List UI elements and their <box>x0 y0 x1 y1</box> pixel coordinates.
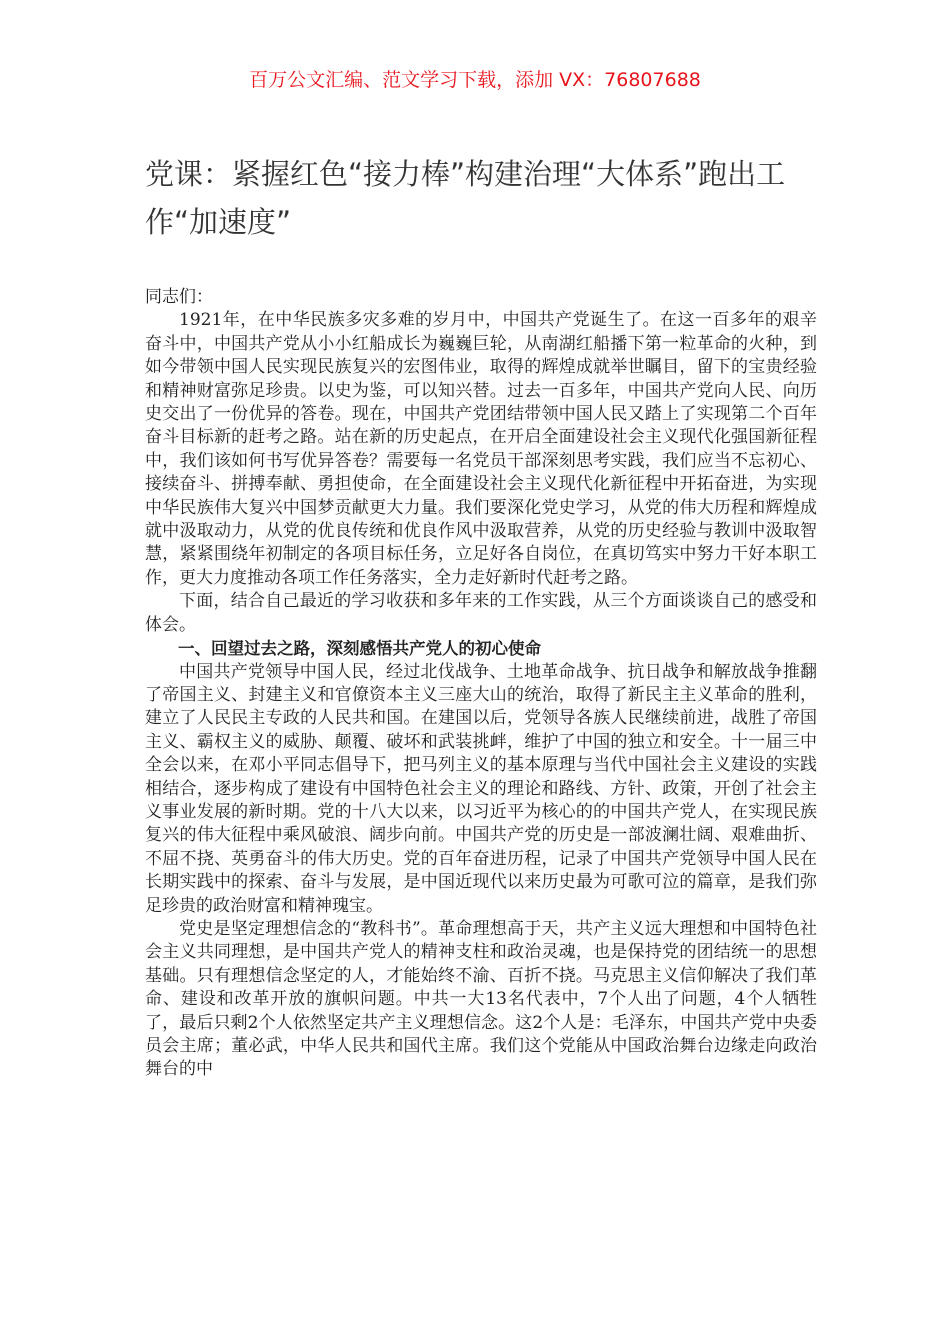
paragraph-intro: 1921年，在中华民族多灾多难的岁月中，中国共产党诞生了。在这一百多年的艰辛奋斗中，中国共产党从小小红船成长为巍巍巨轮，从南湖红船播下第一粒革命的火种，到如今带领中国人民实现民族复兴的宏图伟业，取得的辉煌成就举世瞩目，留下的宝贵经验和精神财富弥足珍贵。以史为鉴，可以知兴替。过去一百多年，中国共产党向人民、向历史交出了一份优异的答卷。现在，中国共产党团结带领中国人民又踏上了实现第二个百年奋斗目标新的赶考之路。站在新的历史起点，在开启全面建设社会主义现代化强国新征程中，我们该如何书写优异答卷？需要每一名党员干部深刻思考实践，我们应当不忘初心、接续奋斗、拼搏奉献、勇担使命，在全面建设社会主义现代化新征程中开拓奋进，为实现中华民族伟大复兴中国梦贡献更大力量。我们要深化党史学习，从党的伟大历程和辉煌成就中汲取动力，从党的优良传统和优良作风中汲取营养，从党的历史经验与教训中汲取智慧，紧紧围绕年初制定的各项目标任务，立足好各自岗位，在真切笃实中努力干好本职工作，更大力度推动各项工作任务落实，全力走好新时代赶考之路。 <box>145 310 817 588</box>
document-body <box>145 286 817 1082</box>
paragraph-section1-textbook: 党史是坚定理想信念的“教科书”。革命理想高于天，共产主义远大理想和中国特色社会主义共同理想，是中国共产党人的精神支柱和政治灵魂，也是保持党的团结统一的思想基础。只有理想信念坚定的人，才能始终不渝、百折不挠。马克思主义信仰解决了我们革命、建设和改革开放的旗帜问题。中共一大13名代表中，7个人出了问题，4个人牺牲了，最后只剩2个人依然坚定共产主义理想信念。这2个人是：毛泽东，中国共产党中央委员会主席；董必武，中华人民共和国代主席。我们这个党能从中国政治舞台边缘走向政治舞台的中 <box>145 918 817 1080</box>
paragraph-section1-history: 中国共产党领导中国人民，经过北伐战争、土地革命战争、抗日战争和解放战争推翻了帝国主义、封建主义和官僚资本主义三座大山的统治，取得了新民主主义革命的胜利，建立了人民民主专政的人民共和国。在建国以后，党领导各族人民继续前进，战胜了帝国主义、霸权主义的威胁、颠覆、破坏和武装挑衅，维护了中国的独立和安全。十一届三中全会以来，在邓小平同志倡导下，把马列主义的基本原理与当代中国社会主义建设的实践相结合，逐步构成了建设有中国特色社会主义的理论和路线、方针、政策，开创了社会主义事业发展的新时期。党的十八大以来，以习近平为核心的的中国共产党人，在实现民族复兴的伟大征程中乘风破浪、阔步向前。中国共产党的历史是一部波澜壮阔、艰难曲折、不屈不挠、英勇奋斗的伟大历史。党的百年奋进历程，记录了中国共产党领导中国人民在长期实践中的探索、奋斗与发展，是中国近现代以来历史最为可歌可泣的篇章，是我们弥足珍贵的政治财富和精神瑰宝。 <box>145 661 817 916</box>
section-heading-1: 一、回望过去之路，深刻感悟共产党人的初心使命 <box>178 639 541 659</box>
document-title: 党课：紧握红色“接力棒”构建治理“大体系”跑出工作“加速度” <box>145 157 786 239</box>
paragraph-overview: 下面，结合自己最近的学习收获和多年来的工作实践，从三个方面谈谈自己的感受和体会。 <box>145 591 817 635</box>
header-promo-note: 百万公文汇编、范文学习下载，添加 VX：76807688 <box>249 69 701 91</box>
salutation: 同志们： <box>145 287 213 307</box>
